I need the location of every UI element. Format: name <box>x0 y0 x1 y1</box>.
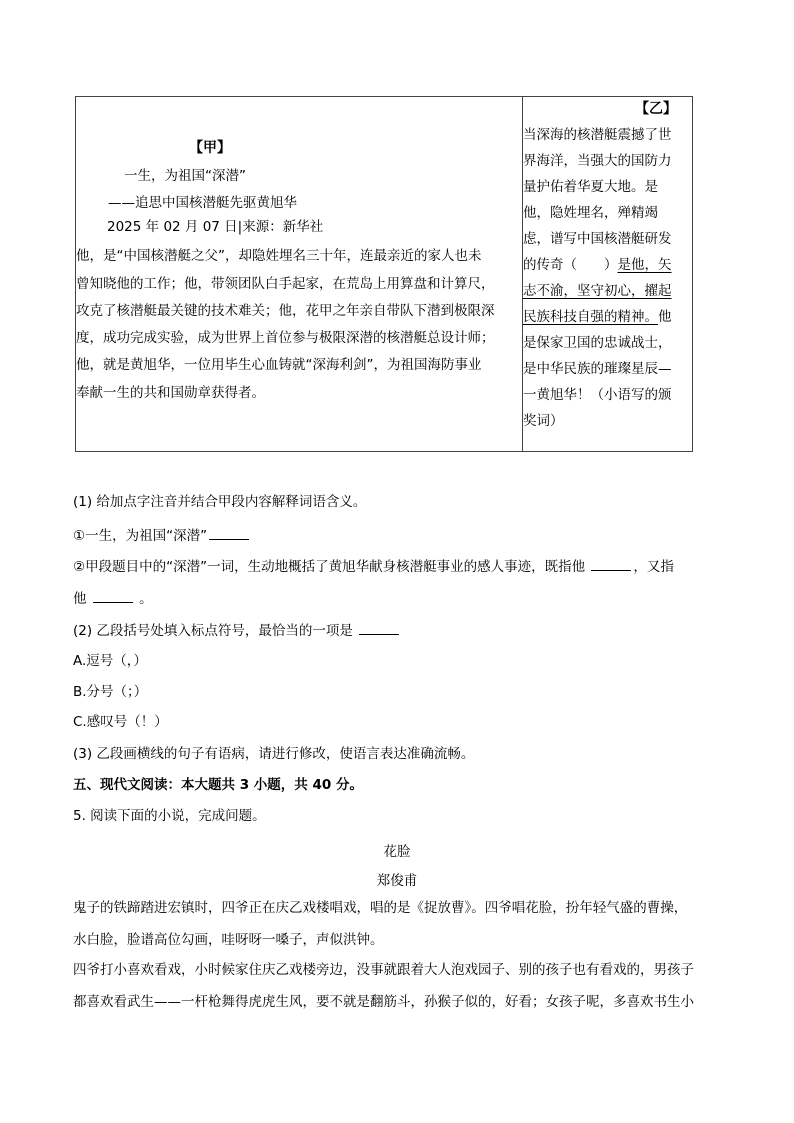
story-paragraph: 水白脸，脸谱高位勾画，哇呀呀一嗓子，声似洪钟。 <box>73 932 384 948</box>
option-a[interactable]: A.逗号（，） <box>73 653 148 669</box>
jia-body-line: 他，是“中国核潜艇之父”，却隐姓埋名三十年，连最亲近的家人也未 <box>76 248 482 264</box>
yi-line: 他，隐姓埋名，殚精竭 <box>523 205 658 221</box>
question-1a-text: ①一生，为祖国“深潜” <box>73 528 208 544</box>
jia-body-line: 攻克了核潜艇最关键的技术难关；他，花甲之年亲自带队下潜到极限深 <box>76 303 495 319</box>
question-1b-text: ，又指 <box>633 559 674 575</box>
yi-line: 量护佑着华夏大地。是 <box>523 179 658 195</box>
yi-line <box>523 257 672 273</box>
passage-table <box>75 96 693 452</box>
section-heading: 五、现代文阅读：本大题共 3 小题，共 40 分。 <box>73 777 363 793</box>
passage-jia-cell <box>76 97 522 451</box>
question-1b-text: 他 <box>73 591 87 607</box>
instruction: 5. 阅读下面的小说，完成问题。 <box>73 808 266 824</box>
yi-line-plain: 他 <box>658 309 672 325</box>
jia-date-source: 2025 年 02 月 07 日|来源：新华社 <box>107 219 324 235</box>
jia-body-line: 奉献一生的共和国勋章获得者。 <box>76 385 265 401</box>
question-1b-text: 。 <box>139 591 153 607</box>
question-3: (3) 乙段画横线的句子有语病，请进行修改，使语言表达准确流畅。 <box>73 746 475 762</box>
story-author: 郑俊甫 <box>376 873 418 889</box>
yi-line-plain: 的传奇（ ） <box>523 257 618 273</box>
jia-title: 一生，为祖国“深潜” <box>124 168 246 184</box>
question-1: (1) 给加点字注音并结合甲段内容解释词语含义。 <box>73 494 367 510</box>
question-2 <box>73 622 401 639</box>
story-title: 花脸 <box>383 844 411 860</box>
passage-yi-cell <box>523 97 693 451</box>
question-1a <box>73 527 251 544</box>
option-b[interactable]: B.分号（；） <box>73 684 148 700</box>
question-1b <box>73 558 674 575</box>
answer-blank[interactable] <box>209 527 249 540</box>
yi-line: 界海洋，当强大的国防力 <box>523 153 672 169</box>
story-paragraph: 鬼子的铁蹄踏进宏镇时，四爷正在庆乙戏楼唱戏，唱的是《捉放曹》。四爷唱花脸，扮年轻气盛的曹操， <box>73 900 688 916</box>
yi-line: 是中华民族的璀璨星辰— <box>523 361 672 377</box>
yi-line: 是保家卫国的忠诚战士， <box>523 335 672 351</box>
yi-line: 当深海的核潜艇震撼了世 <box>523 127 672 143</box>
yi-line: 奖词） <box>523 413 564 429</box>
jia-body-line: 曾知晓他的工作；他，带领团队白手起家，在荒岛上用算盘和计算尺， <box>76 276 495 292</box>
jia-subtitle: ——追思中国核潜艇先驱黄旭华 <box>108 195 297 211</box>
question-1b-text: ②甲段题目中的“深潜”一词，生动地概括了黄旭华献身核潜艇事业的感人事迹，既指他 <box>73 559 586 575</box>
yi-underlined-sentence: 是他，矢 <box>617 257 672 273</box>
story-paragraph: 四爷打小喜欢看戏，小时候家住庆乙戏楼旁边，没事就跟着大人泡戏园子、别的孩子也有看戏的，男孩子 <box>73 962 694 978</box>
question-2-text: (2) 乙段括号处填入标点符号，最恰当的一项是 <box>73 623 353 639</box>
yi-underlined-sentence: 志不渝，坚守初心，擢起 <box>523 283 672 299</box>
jia-body-line: 他，就是黄旭华，一位用毕生心血铸就“深海利剑”，为祖国海防事业 <box>76 357 482 373</box>
yi-line <box>523 309 672 325</box>
yi-line: 虑，谱写中国核潜艇研发 <box>523 231 672 247</box>
answer-blank[interactable] <box>591 558 631 571</box>
yi-line: 一黄旭华！（小语写的颁 <box>523 387 672 403</box>
option-c[interactable]: C.感叹号（！） <box>73 714 168 730</box>
yi-label: 【乙】 <box>635 101 677 117</box>
story-paragraph: 都喜欢看武生——一杆枪舞得虎虎生风，要不就是翻筋斗，孙猴子似的，好看；女孩子呢，多喜欢书生小 <box>73 994 694 1010</box>
question-1b-cont <box>73 590 153 607</box>
jia-body-line: 度，成功完成实验，成为世界上首位参与极限深潜的核潜艇总设计师； <box>76 330 495 346</box>
answer-blank[interactable] <box>359 622 399 635</box>
yi-underlined-sentence: 民族科技自强的精神。 <box>523 309 658 325</box>
jia-label: 【甲】 <box>189 140 231 156</box>
answer-blank[interactable] <box>93 590 133 603</box>
